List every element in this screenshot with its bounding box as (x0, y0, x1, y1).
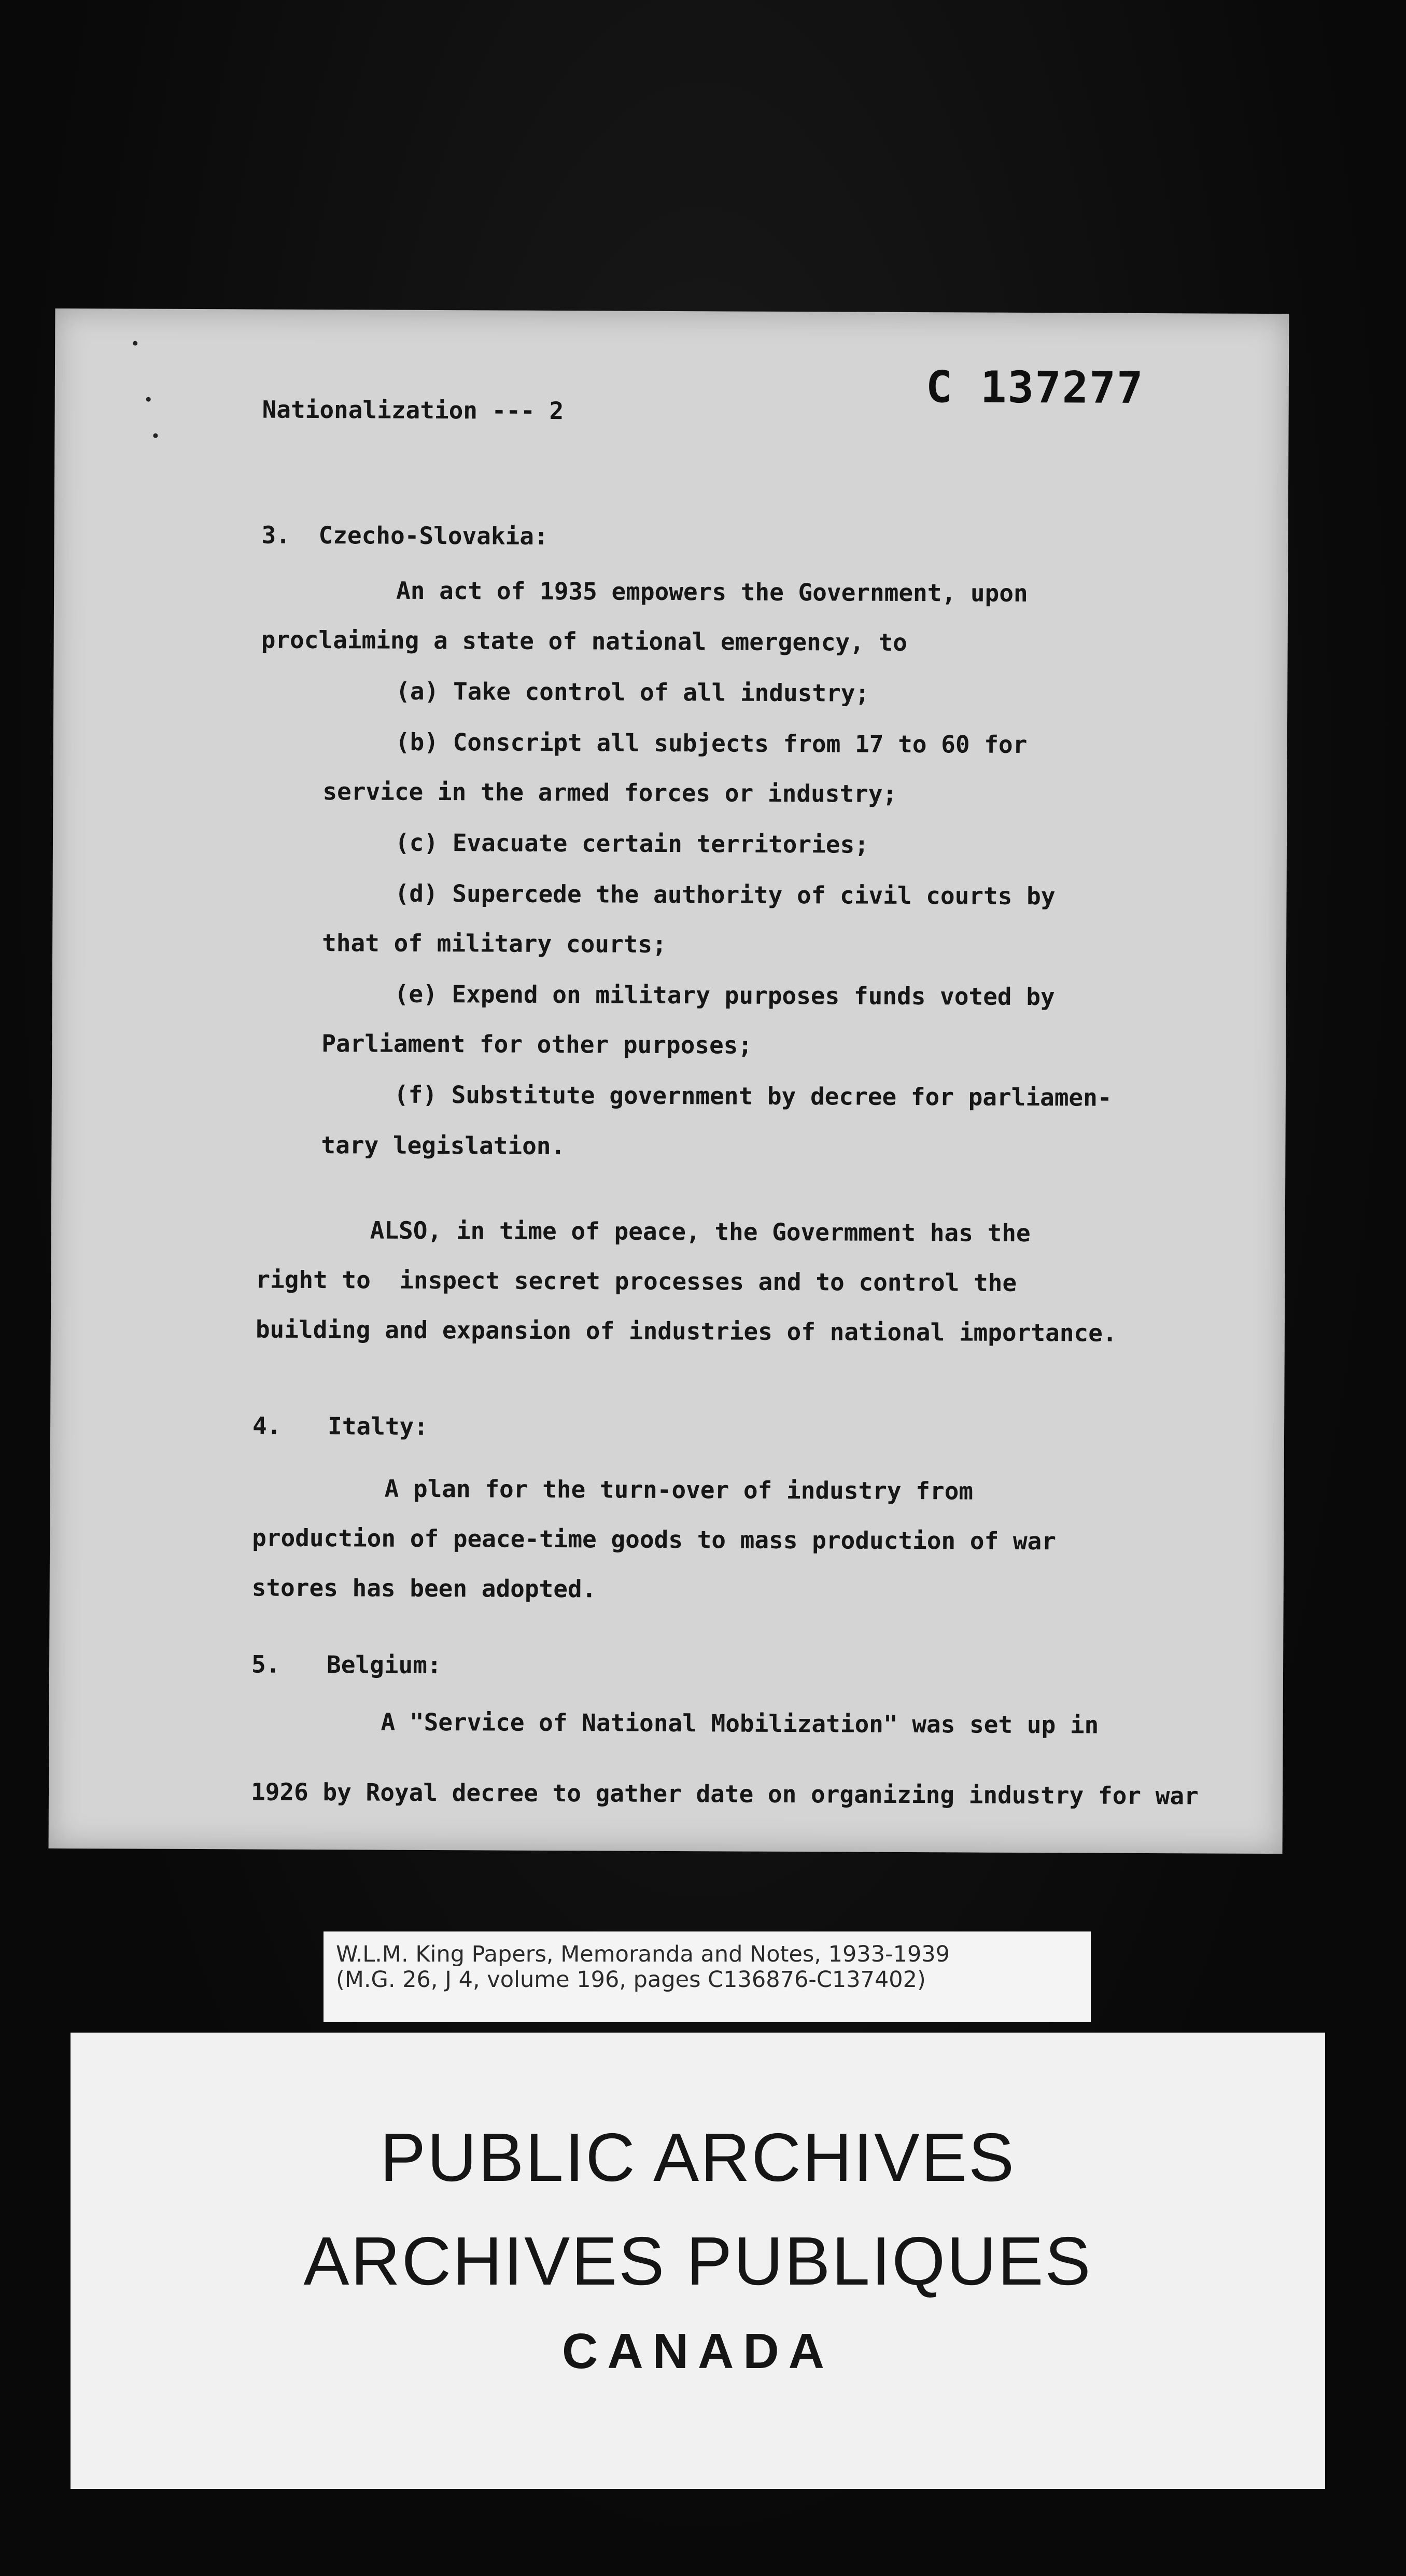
speck-mark (153, 433, 158, 438)
body-line: An act of 1935 empowers the Government, upon (396, 576, 1028, 608)
body-line: A "Service of National Mobilization" was set up in (381, 1707, 1099, 1739)
section-number: 3. (261, 521, 291, 549)
section-number: 4. (252, 1411, 282, 1440)
list-item-line: (b) Conscript all subjects from 17 to 60 for (395, 727, 1028, 759)
body-line: stores has been adopted. (251, 1573, 597, 1603)
list-item-line: (a) Take control of all industry; (396, 677, 870, 707)
page-header: Nationalization --- 2 (262, 395, 564, 425)
body-line: proclaiming a state of national emergency, to (261, 625, 908, 656)
typed-document-page (49, 309, 1289, 1854)
body-line: right to inspect secret processes and to control the (256, 1265, 1017, 1297)
list-item-line: (e) Expend on military purposes funds voted by (394, 979, 1055, 1011)
speck-mark (133, 341, 137, 345)
list-item-line: (c) Evacuate certain territories; (395, 828, 869, 859)
citation-line-2: (M.G. 26, J 4, volume 196, pages C136876-C137402) (336, 1967, 926, 1993)
document-number-stamp: C 137277 (925, 361, 1144, 413)
list-item-continuation: service in the armed forces or industry; (322, 777, 897, 808)
list-item-line: (d) Supercede the authority of civil courts by (395, 879, 1056, 911)
citation-line-1: W.L.M. King Papers, Memoranda and Notes, 1933-1939 (336, 1941, 950, 1967)
list-item-line: (f) Substitute government by decree for parliamen- (393, 1080, 1112, 1112)
body-line: ALSO, in time of peace, the Govermment has the (370, 1216, 1031, 1248)
body-line: building and expansion of industries of national importance. (255, 1315, 1117, 1347)
archive-title-english: PUBLIC ARCHIVES (379, 2119, 1016, 2195)
list-item-continuation: tary legislation. (321, 1131, 566, 1160)
archive-title-french: ARCHIVES PUBLIQUES (303, 2223, 1092, 2299)
list-item-continuation: that of military courts; (322, 929, 667, 958)
list-item-continuation: Parliament for other purposes; (321, 1029, 753, 1059)
section-heading: Czecho-Slovakia: (318, 521, 549, 550)
section-heading: Italty: (327, 1412, 429, 1440)
section-number: 5. (251, 1650, 280, 1678)
speck-mark (146, 397, 151, 402)
body-line: A plan for the turn-over of industry from (384, 1474, 974, 1505)
archive-target-card (71, 2033, 1325, 2489)
archive-country: CANADA (562, 2323, 834, 2379)
section-heading: Belgium: (326, 1650, 442, 1679)
body-line: production of peace-time goods to mass production of war (252, 1523, 1057, 1556)
body-line: 1926 by Royal decree to gather date on organizing industry for war (250, 1777, 1199, 1810)
citation-label (324, 1931, 1091, 2022)
